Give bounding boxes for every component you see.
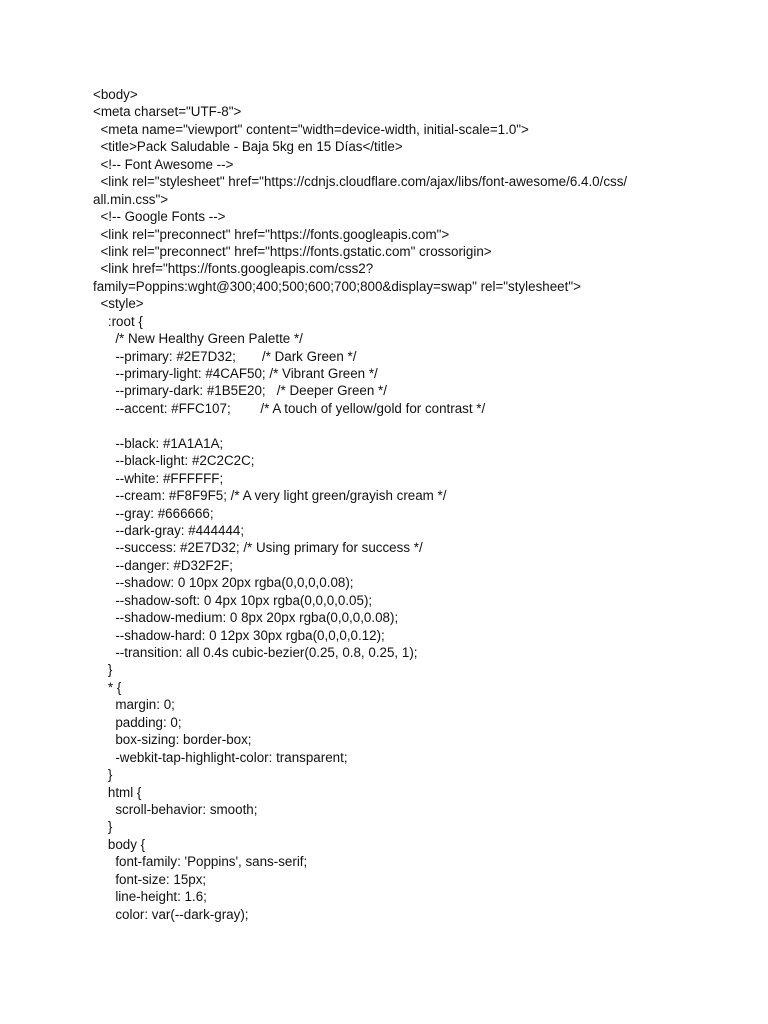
code-line: all.min.css">: [93, 191, 169, 207]
code-line: line-height: 1.6;: [93, 889, 207, 905]
code-line: box-sizing: border-box;: [93, 732, 252, 748]
code-line: -webkit-tap-highlight-color: transparent;: [93, 749, 348, 765]
code-line: <link rel="preconnect" href="https://fonts.googleapis.com">: [93, 226, 450, 242]
code-line: --transition: all 0.4s cubic-bezier(0.25, 0.8, 0.25, 1);: [93, 645, 418, 660]
code-line: <link rel="preconnect" href="https://fonts.gstatic.com" crossorigin>: [93, 243, 492, 259]
code-line: font-family: 'Poppins', sans-serif;: [93, 854, 308, 870]
code-line: --gray: #666666;: [93, 505, 214, 521]
code-line: --primary-dark: #1B5E20; /* Deeper Green */: [93, 383, 387, 399]
code-line: <title>Pack Saludable - Baja 5kg en 15 Días</title>: [93, 139, 403, 155]
code-line: <!-- Google Fonts -->: [93, 209, 226, 225]
code-line: --primary-light: #4CAF50; /* Vibrant Green */: [93, 366, 378, 381]
code-line: :root {: [93, 313, 143, 329]
code-line: --shadow: 0 10px 20px rgba(0,0,0,0.08);: [93, 575, 354, 591]
code-line: --black-light: #2C2C2C;: [93, 453, 255, 469]
code-line: --shadow-soft: 0 4px 10px rgba(0,0,0,0.05);: [93, 592, 373, 608]
code-line: --accent: #FFC107; /* A touch of yellow/gold for contrast */: [93, 400, 486, 416]
code-line: margin: 0;: [93, 697, 175, 713]
code-line: html {: [93, 784, 142, 800]
code-line: [93, 417, 693, 434]
code-line: --dark-gray: #444444;: [93, 522, 245, 538]
code-line: color: var(--dark-gray);: [93, 906, 249, 922]
code-line: <style>: [93, 296, 144, 312]
code-line: <meta name="viewport" content="width=device-width, initial-scale=1.0">: [93, 121, 529, 137]
code-line: <meta charset="UTF-8">: [93, 104, 242, 120]
code-line: }: [93, 662, 113, 678]
code-line: scroll-behavior: smooth;: [93, 801, 258, 817]
code-line: <link rel="stylesheet" href="https://cdnjs.cloudflare.com/ajax/libs/font-awesome/6.4.0/css/: [93, 174, 628, 190]
code-line: family=Poppins:wght@300;400;500;600;700;800&display=swap" rel="stylesheet">: [93, 278, 581, 294]
code-line: }: [93, 767, 113, 783]
code-line: <!-- Font Awesome -->: [93, 156, 234, 172]
code-line: <link href="https://fonts.googleapis.com/css2?: [93, 261, 374, 277]
code-line: --success: #2E7D32; /* Using primary for success */: [93, 540, 423, 556]
code-line: * {: [93, 679, 122, 695]
code-line: --shadow-medium: 0 8px 20px rgba(0,0,0,0.08);: [93, 610, 399, 626]
code-line: /* New Healthy Green Palette */: [93, 331, 303, 347]
code-line: --shadow-hard: 0 12px 30px rgba(0,0,0,0.12);: [93, 627, 385, 643]
code-line: --black: #1A1A1A;: [93, 435, 224, 451]
code-text-block: [93, 86, 693, 923]
code-line: font-size: 15px;: [93, 871, 207, 887]
code-line: --danger: #D32F2F;: [93, 557, 233, 573]
code-line: <body>: [93, 87, 138, 102]
code-line: --cream: #F8F9F5; /* A very light green/grayish cream */: [93, 488, 447, 504]
code-line: padding: 0;: [93, 714, 182, 730]
code-line: --primary: #2E7D32; /* Dark Green */: [93, 348, 357, 364]
code-line: --white: #FFFFFF;: [93, 470, 224, 486]
code-line: }: [93, 819, 113, 835]
code-line: body {: [93, 836, 146, 852]
